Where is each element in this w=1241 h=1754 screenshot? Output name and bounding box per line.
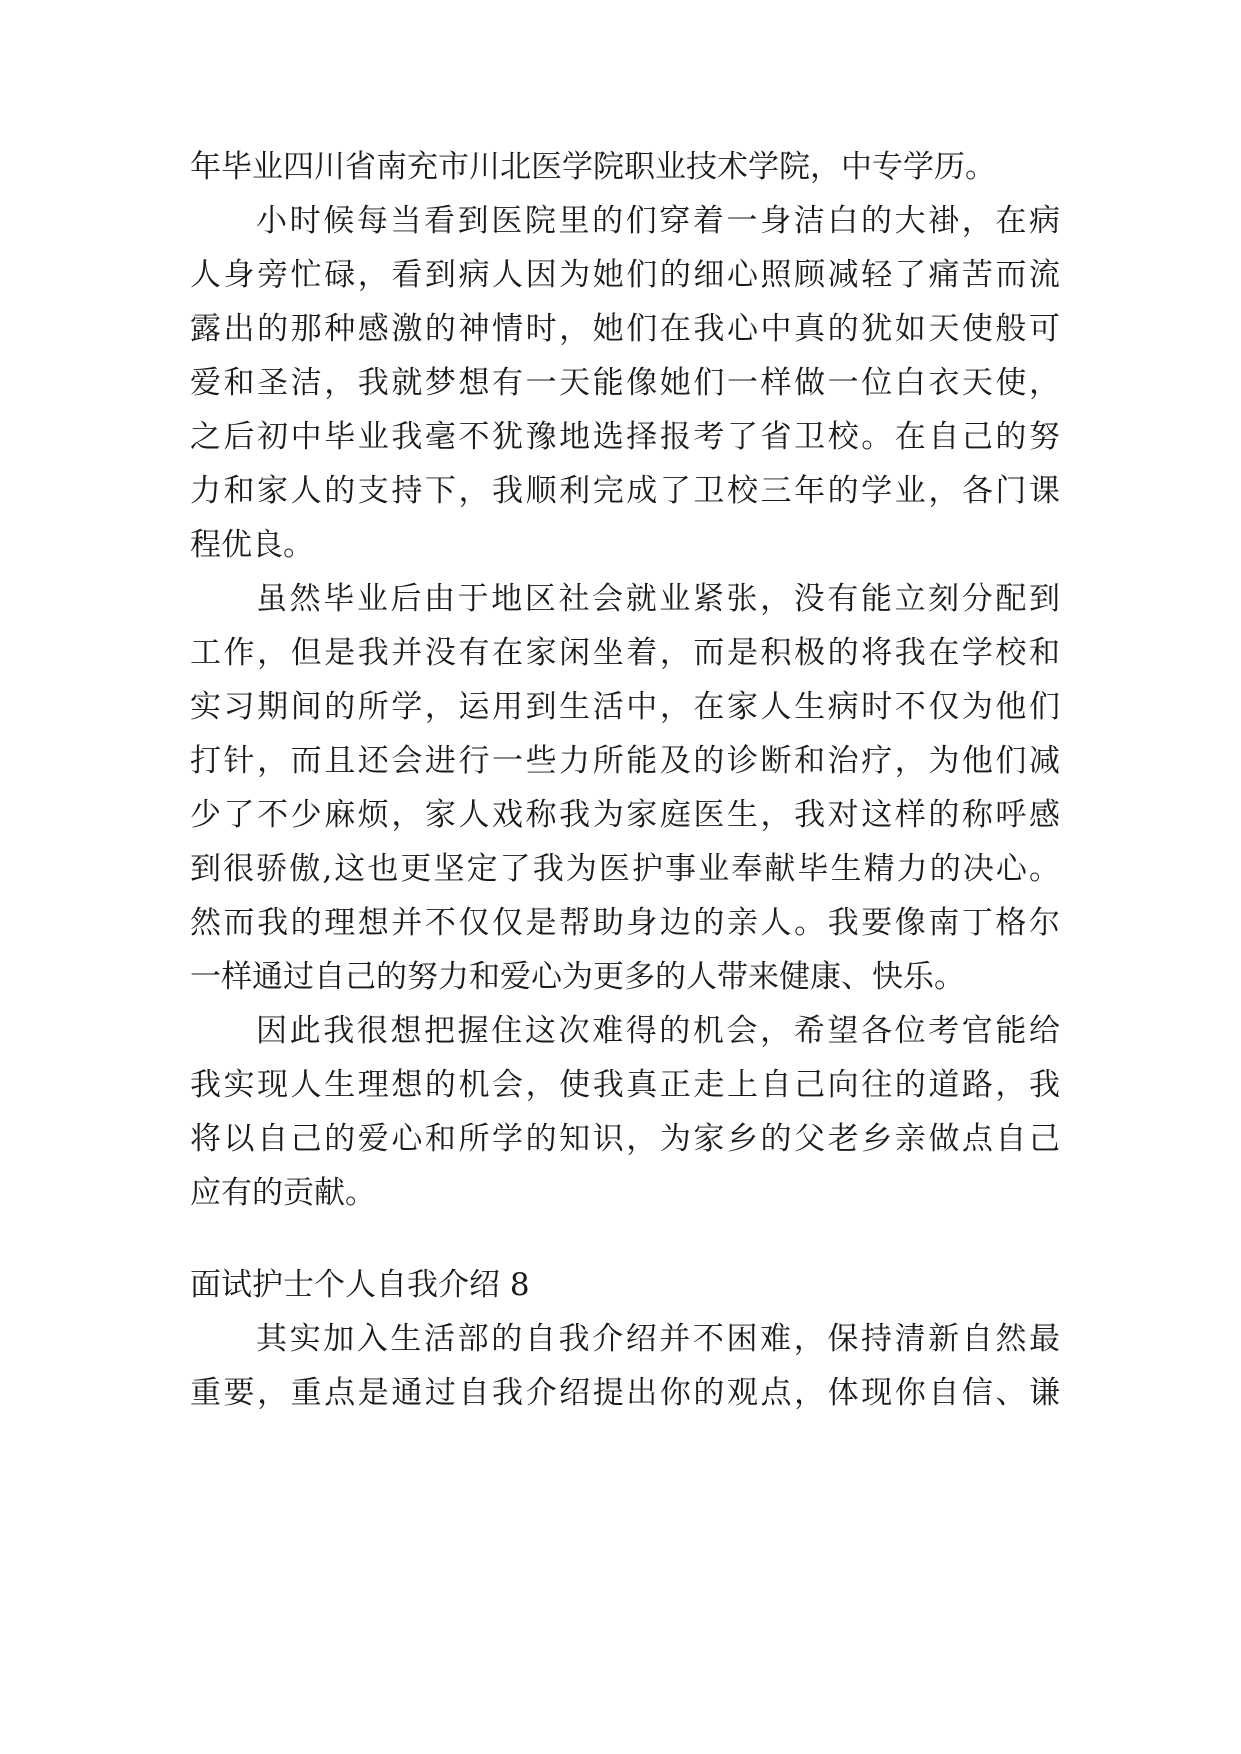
paragraph-line: 应有的贡献。 [190, 1175, 376, 1211]
paragraph-line: 之后初中毕业我毫不犹豫地选择报考了省卫校。在自己的努 [190, 419, 1060, 455]
paragraph-line: 虽然毕业后由于地区社会就业紧张，没有能立刻分配到 [256, 581, 1060, 617]
paragraph-line: 少了不少麻烦，家人戏称我为家庭医生，我对这样的称呼感 [190, 797, 1060, 833]
section-heading: 面试护士个人自我介绍 8 [190, 1267, 530, 1303]
paragraph-line: 打针，而且还会进行一些力所能及的诊断和治疗，为他们减 [190, 743, 1060, 779]
paragraph-line: 重要，重点是通过自我介绍提出你的观点，体现你自信、谦 [190, 1375, 1060, 1411]
paragraph-line: 其实加入生活部的自我介绍并不困难，保持清新自然最 [256, 1321, 1060, 1357]
paragraph-line: 力和家人的支持下，我顺利完成了卫校三年的学业，各门课 [190, 473, 1060, 509]
paragraph-line: 爱和圣洁，我就梦想有一天能像她们一样做一位白衣天使， [190, 365, 1060, 401]
paragraph-line: 实习期间的所学，运用到生活中，在家人生病时不仅为他们 [190, 689, 1060, 725]
paragraph-line: 一样通过自己的努力和爱心为更多的人带来健康、快乐。 [190, 959, 965, 995]
paragraph-line: 小时候每当看到医院里的们穿着一身洁白的大褂，在病 [256, 203, 1060, 239]
paragraph-line: 露出的那种感激的神情时，她们在我心中真的犹如天使般可 [190, 311, 1060, 347]
paragraph-line: 人身旁忙碌，看到病人因为她们的细心照顾减轻了痛苦而流 [190, 257, 1060, 293]
paragraph-line: 年毕业四川省南充市川北医学院职业技术学院，中专学历。 [190, 149, 996, 185]
paragraph-line: 到很骄傲,这也更坚定了我为医护事业奉献毕生精力的决心。 [190, 851, 1060, 887]
paragraph-line: 因此我很想把握住这次难得的机会，希望各位考官能给 [256, 1013, 1060, 1049]
paragraph-line: 我实现人生理想的机会，使我真正走上自己向往的道路，我 [190, 1067, 1060, 1103]
paragraph-line: 将以自己的爱心和所学的知识，为家乡的父老乡亲做点自己 [190, 1121, 1060, 1157]
paragraph-line: 然而我的理想并不仅仅是帮助身边的亲人。我要像南丁格尔 [190, 905, 1060, 941]
paragraph-line: 程优良。 [190, 527, 314, 563]
paragraph-line: 工作，但是我并没有在家闲坐着，而是积极的将我在学校和 [190, 635, 1060, 671]
